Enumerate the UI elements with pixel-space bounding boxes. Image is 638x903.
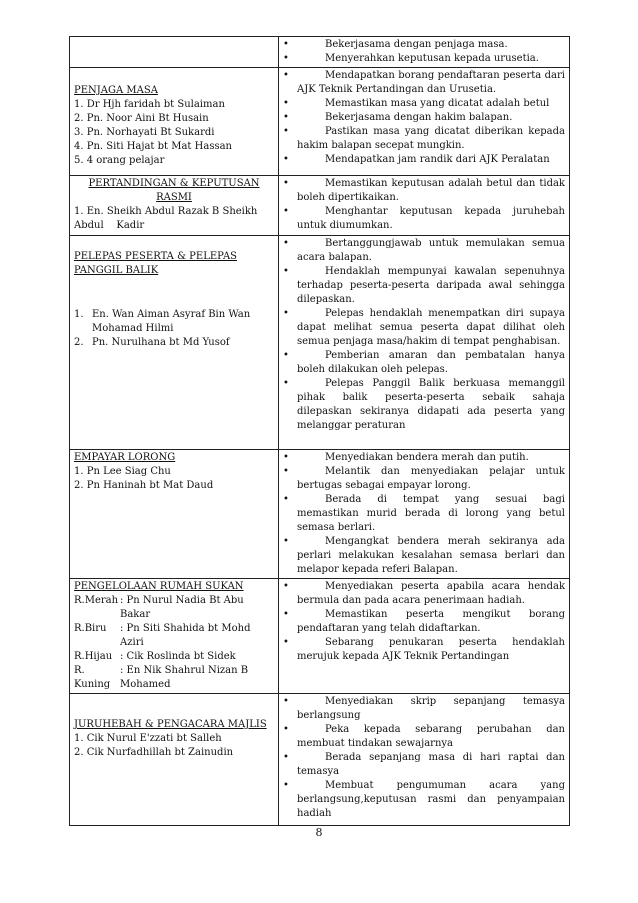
bullet-icon: • xyxy=(283,206,289,217)
table-row xyxy=(70,37,570,68)
section-heading: PELEPAS PESERTA & PELEPAS PANGGIL BALIK xyxy=(74,251,238,276)
bullet-icon: • xyxy=(283,378,289,389)
bullet-icon: • xyxy=(283,112,289,123)
bullet-icon: • xyxy=(283,536,289,547)
duties-cell xyxy=(279,236,570,450)
list-item: • Pelepas Panggil Balik berkuasa memanggil pihak balik peserta-peserta sebaik sahaja dilepaskan sekiranya didapati ada peserta yang melanggar peraturan xyxy=(283,378,565,431)
bullet-icon: • xyxy=(283,637,289,648)
bullet-icon: • xyxy=(283,266,289,277)
section-heading: PENGELOLAAN RUMAH SUKAN xyxy=(74,581,244,592)
list-item: • Berada di tempat yang sesuai bagi memastikan murid berada di lorong yang betul semasa berlari. xyxy=(283,494,565,533)
list-item: • Berada sepanjang masa di hari raptai dan temasya xyxy=(283,752,565,777)
member-line: R. Kuning : En Nik Shahrul Nizan B Mohamed xyxy=(74,665,249,690)
list-item: • Menghantar keputusan kepada juruhebah untuk diumumkan. xyxy=(283,206,565,231)
bullet-list xyxy=(283,38,565,66)
member-line: 2. Cik Nurfadhillah bt Zainudin xyxy=(74,747,234,758)
left-cell xyxy=(70,68,279,176)
list-item: • Bekerjasama dengan hakim balapan. xyxy=(283,112,513,123)
list-item: • Sebarang penukaran peserta hendaklah merujuk kepada AJK Teknik Pertandingan xyxy=(283,637,565,662)
list-item: • Membuat pengumuman acara yang berlangsung,keputusan rasmi dan penyampaian hadiah xyxy=(283,780,565,819)
member-line: 3. Pn. Norhayati Bt Sukardi xyxy=(74,127,215,138)
section-heading: PERTANDINGAN & KEPUTUSAN RASMI xyxy=(88,178,260,203)
table-row xyxy=(70,68,570,176)
list-item: • Melantik dan menyediakan pelajar untuk bertugas sebagai empayar lorong. xyxy=(283,466,565,491)
page-number: 8 xyxy=(315,826,323,839)
bullet-icon: • xyxy=(283,581,289,592)
list-item: • Menyediakan peserta apabila acara hendak bermula dan pada acara penerimaan hadiah. xyxy=(283,581,565,606)
member-line: 1. Pn Lee Siag Chu xyxy=(74,466,171,477)
duties-cell xyxy=(279,694,570,826)
list-item: • Pemberian amaran dan pembatalan hanya boleh dilakukan oleh pelepas. xyxy=(283,350,565,375)
list-item: • Bekerjasama dengan penjaga masa. xyxy=(283,39,508,50)
member-line: R.Biru : Pn Siti Shahida bt Mohd Aziri xyxy=(74,623,251,648)
table-row xyxy=(70,450,570,579)
member-line: 5. 4 orang pelajar xyxy=(74,155,165,166)
section-heading: JURUHEBAH & PENGACARA MAJLIS xyxy=(74,719,267,730)
bullet-list xyxy=(283,695,565,821)
bullet-icon: • xyxy=(283,308,289,319)
bullet-icon: • xyxy=(283,53,289,64)
list-item: • Pastikan masa yang dicatat diberikan kepada hakim balapan secepat mungkin. xyxy=(283,126,565,151)
left-cell xyxy=(70,176,279,236)
list-item: • Mendapatkan borang pendaftaran peserta dari AJK Teknik Pertandingan dan Urusetia. xyxy=(283,70,565,95)
bullet-icon: • xyxy=(283,39,289,50)
list-item: • Menyerahkan keputusan kepada urusetia. xyxy=(283,53,539,64)
table-row xyxy=(70,694,570,826)
list-item: • Memastikan keputusan adalah betul dan tidak boleh dipertikaikan. xyxy=(283,178,565,203)
list-item: • Hendaklah mempunyai kawalan sepenuhnya terhadap peserta-peserta daripada awal sehingga dilepaskan. xyxy=(283,266,565,305)
bullet-icon: • xyxy=(283,752,289,763)
table-row xyxy=(70,579,570,694)
list-item: • Menyediakan skrip sepanjang temasya berlangsung xyxy=(283,696,565,721)
list-item: • Memastikan peserta mengikut borang pendaftaran yang telah didaftarkan. xyxy=(283,609,565,634)
spacer xyxy=(74,278,274,308)
bullet-icon: • xyxy=(283,238,289,249)
member-line: 1. Cik Nurul E'zzati bt Salleh xyxy=(74,733,222,744)
member-line: 1. Dr Hjh faridah bt Sulaiman xyxy=(74,99,225,110)
bullet-icon: • xyxy=(283,724,289,735)
member-line: 1. En. Wan Aiman Asyraf Bin Wan Mohamad Hilmi xyxy=(74,309,251,334)
member-line: 4. Pn. Siti Hajat bt Mat Hassan xyxy=(74,141,232,152)
member-line: 2. Pn. Nurulhana bt Md Yusof xyxy=(74,337,230,348)
member-line: R.Hijau : Cik Roslinda bt Sidek xyxy=(74,651,236,662)
bullet-icon: • xyxy=(283,466,289,477)
duty-table xyxy=(69,36,570,826)
bullet-icon: • xyxy=(283,178,289,189)
bullet-list xyxy=(283,451,565,577)
member-line: 2. Pn Haninah bt Mat Daud xyxy=(74,480,214,491)
bullet-icon: • xyxy=(283,609,289,620)
left-cell xyxy=(70,236,279,450)
bullet-list xyxy=(283,580,565,664)
left-cell xyxy=(70,37,279,68)
bullet-list xyxy=(283,177,565,233)
left-cell xyxy=(70,579,279,694)
table-row xyxy=(70,236,570,450)
duties-cell xyxy=(279,176,570,236)
bullet-list xyxy=(283,69,565,167)
bullet-list xyxy=(283,237,565,433)
bullet-icon: • xyxy=(283,154,289,165)
bullet-icon: • xyxy=(283,70,289,81)
list-item: • Bertanggungjawab untuk memulakan semua acara balapan. xyxy=(283,238,565,263)
member-line: 1. En. Sheikh Abdul Razak B Sheikh Abdul Kadir xyxy=(74,206,261,231)
list-item: • Peka kepada sebarang perubahan dan membuat tindakan sewajarnya xyxy=(283,724,565,749)
member-line: R.Merah : Pn Nurul Nadia Bt Abu Bakar xyxy=(74,595,244,620)
bullet-icon: • xyxy=(283,696,289,707)
bullet-icon: • xyxy=(283,98,289,109)
duties-cell xyxy=(279,450,570,579)
bullet-icon: • xyxy=(283,350,289,361)
left-cell xyxy=(70,694,279,826)
table-row xyxy=(70,176,570,236)
section-heading: PENJAGA MASA xyxy=(74,85,158,96)
member-line: 2. Pn. Noor Aini Bt Husain xyxy=(74,113,209,124)
bullet-icon: • xyxy=(283,494,289,505)
list-item: • Memastikan masa yang dicatat adalah betul xyxy=(283,98,550,109)
list-item: • Pelepas hendaklah menempatkan diri supaya dapat melihat semua peserta dapat dilihat oleh semua penjaga masa/hakim di tempat penghabisan. xyxy=(283,308,565,347)
bullet-icon: • xyxy=(283,452,289,463)
bullet-icon: • xyxy=(283,780,289,791)
bullet-icon: • xyxy=(283,126,289,137)
list-item: • Mendapatkan jam randik dari AJK Peralatan xyxy=(283,154,550,165)
duties-cell xyxy=(279,68,570,176)
list-item: • Menyediakan bendera merah dan putih. xyxy=(283,452,529,463)
duties-cell xyxy=(279,37,570,68)
section-heading: EMPAYAR LORONG xyxy=(74,452,176,463)
list-item: • Mengangkat bendera merah sekiranya ada perlari melakukan kesalahan semasa berlari dan melapor kepada referi Balapan. xyxy=(283,536,565,575)
duties-cell xyxy=(279,579,570,694)
left-cell xyxy=(70,450,279,579)
